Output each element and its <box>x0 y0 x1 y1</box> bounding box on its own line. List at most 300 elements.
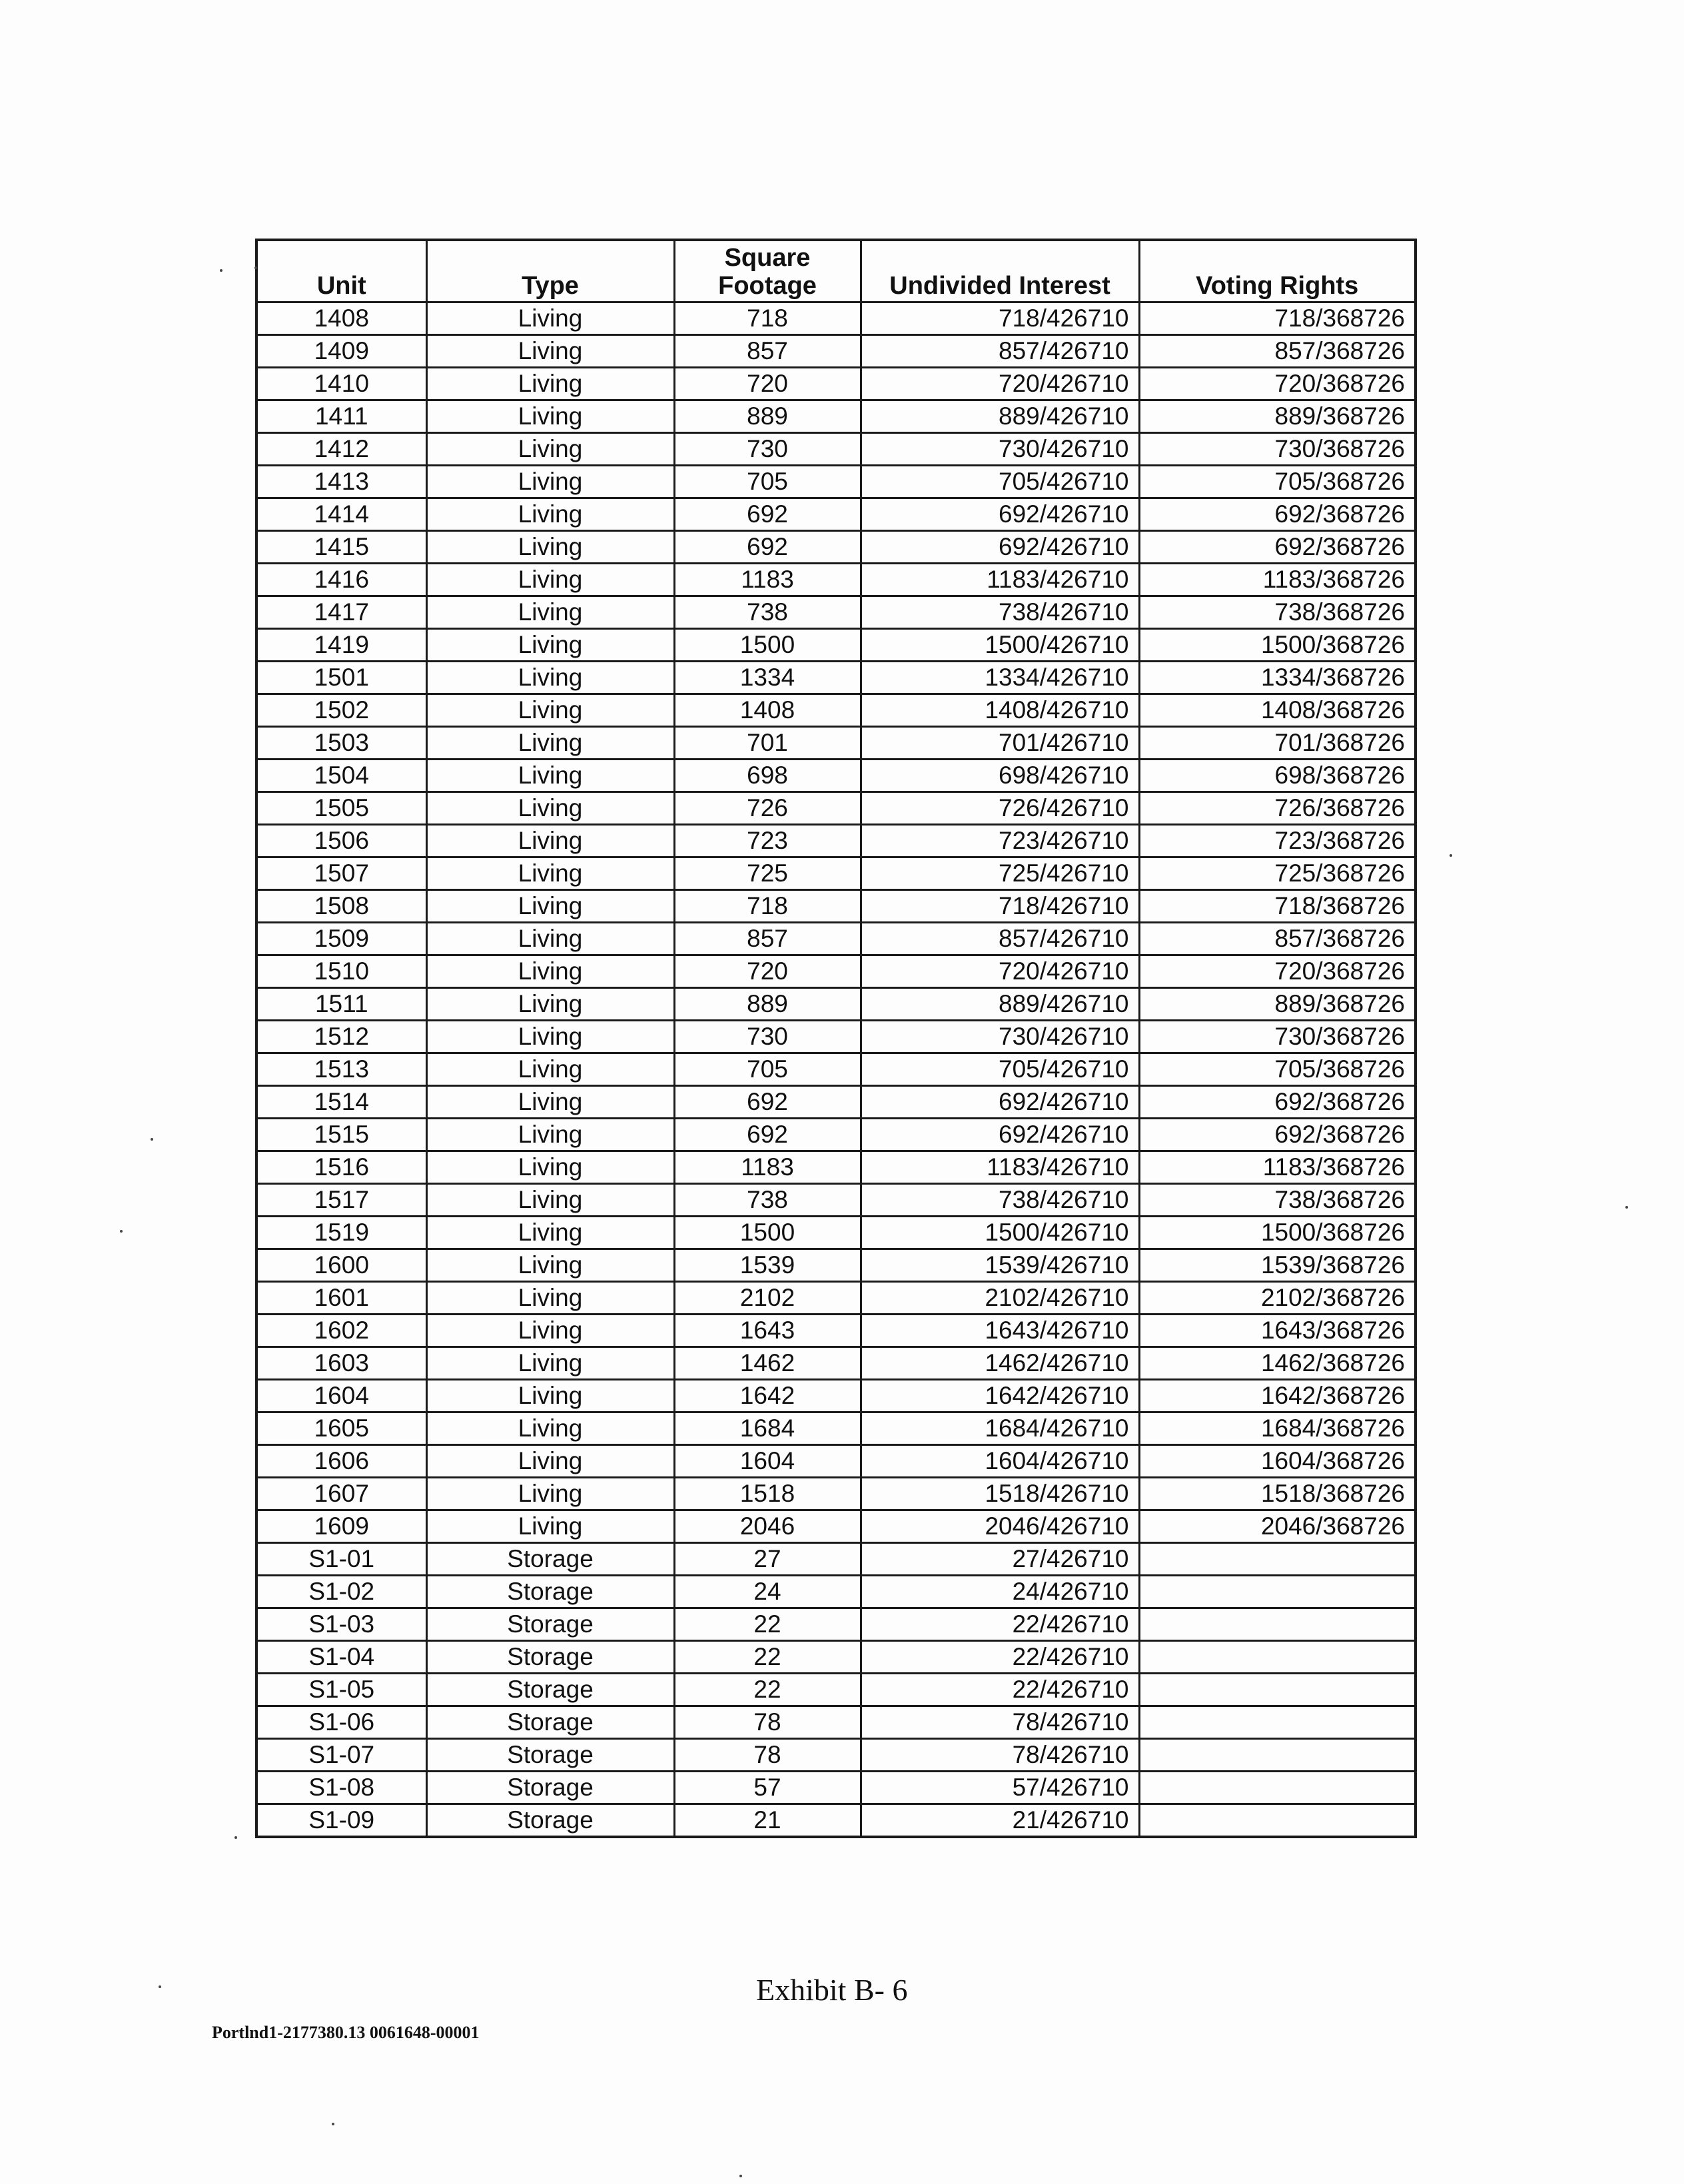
cell-square-footage: 21 <box>674 1804 861 1838</box>
cell-undivided-interest: 22/426710 <box>861 1608 1139 1641</box>
cell-unit: 1517 <box>256 1184 426 1217</box>
cell-voting-rights <box>1139 1576 1416 1608</box>
cell-type: Living <box>426 1053 674 1086</box>
cell-undivided-interest: 738/426710 <box>861 1184 1139 1217</box>
table-row <box>256 1641 1416 1674</box>
table-row <box>256 662 1416 694</box>
cell-unit: S1-07 <box>256 1739 426 1772</box>
cell-undivided-interest: 1462/426710 <box>861 1347 1139 1380</box>
cell-square-footage: 22 <box>674 1674 861 1706</box>
table-row <box>256 1739 1416 1772</box>
cell-voting-rights: 720/368726 <box>1139 368 1416 400</box>
cell-undivided-interest: 1539/426710 <box>861 1249 1139 1282</box>
table-row <box>256 727 1416 760</box>
cell-undivided-interest: 1604/426710 <box>861 1445 1139 1478</box>
cell-voting-rights <box>1139 1641 1416 1674</box>
cell-type: Living <box>426 564 674 596</box>
unit-allocation-table <box>255 239 1417 1838</box>
cell-undivided-interest: 698/426710 <box>861 760 1139 792</box>
cell-square-footage: 857 <box>674 923 861 955</box>
cell-square-footage: 1462 <box>674 1347 861 1380</box>
cell-square-footage: 720 <box>674 955 861 988</box>
cell-square-footage: 22 <box>674 1608 861 1641</box>
cell-undivided-interest: 718/426710 <box>861 890 1139 923</box>
cell-type: Living <box>426 890 674 923</box>
cell-unit: 1414 <box>256 498 426 531</box>
cell-square-footage: 705 <box>674 1053 861 1086</box>
cell-type: Living <box>426 792 674 825</box>
cell-undivided-interest: 730/426710 <box>861 433 1139 466</box>
cell-voting-rights: 1183/368726 <box>1139 1151 1416 1184</box>
table-row <box>256 890 1416 923</box>
header-voting-rights: Voting Rights <box>1139 240 1416 302</box>
cell-type: Living <box>426 1510 674 1543</box>
cell-voting-rights: 730/368726 <box>1139 433 1416 466</box>
cell-voting-rights: 723/368726 <box>1139 825 1416 857</box>
cell-undivided-interest: 705/426710 <box>861 1053 1139 1086</box>
cell-unit: 1409 <box>256 335 426 368</box>
cell-undivided-interest: 857/426710 <box>861 923 1139 955</box>
table-header-row <box>256 240 1416 302</box>
cell-voting-rights: 701/368726 <box>1139 727 1416 760</box>
scan-speck <box>739 2175 742 2177</box>
cell-undivided-interest: 692/426710 <box>861 498 1139 531</box>
cell-voting-rights <box>1139 1739 1416 1772</box>
table-row <box>256 1053 1416 1086</box>
header-square-footage <box>674 240 861 302</box>
table-body <box>256 302 1416 1838</box>
cell-type: Living <box>426 955 674 988</box>
scan-speck <box>254 267 257 269</box>
cell-square-footage: 723 <box>674 825 861 857</box>
table-row <box>256 1576 1416 1608</box>
cell-voting-rights: 1183/368726 <box>1139 564 1416 596</box>
cell-unit: 1606 <box>256 1445 426 1478</box>
cell-voting-rights: 1604/368726 <box>1139 1445 1416 1478</box>
cell-unit: 1605 <box>256 1412 426 1445</box>
cell-undivided-interest: 57/426710 <box>861 1772 1139 1804</box>
table-row <box>256 1086 1416 1119</box>
cell-square-footage: 1500 <box>674 1217 861 1249</box>
cell-undivided-interest: 1500/426710 <box>861 629 1139 662</box>
cell-unit: 1506 <box>256 825 426 857</box>
cell-voting-rights <box>1139 1804 1416 1838</box>
cell-square-footage: 27 <box>674 1543 861 1576</box>
cell-unit: 1413 <box>256 466 426 498</box>
cell-unit: S1-01 <box>256 1543 426 1576</box>
cell-square-footage: 738 <box>674 596 861 629</box>
table-row <box>256 1608 1416 1641</box>
cell-type: Living <box>426 1119 674 1151</box>
cell-type: Living <box>426 596 674 629</box>
cell-undivided-interest: 723/426710 <box>861 825 1139 857</box>
cell-type: Living <box>426 1021 674 1053</box>
cell-square-footage: 1642 <box>674 1380 861 1412</box>
cell-voting-rights: 730/368726 <box>1139 1021 1416 1053</box>
table-row <box>256 1706 1416 1739</box>
table-row <box>256 1445 1416 1478</box>
cell-undivided-interest: 720/426710 <box>861 955 1139 988</box>
cell-voting-rights: 718/368726 <box>1139 890 1416 923</box>
cell-voting-rights: 692/368726 <box>1139 531 1416 564</box>
cell-unit: S1-09 <box>256 1804 426 1838</box>
cell-unit: 1408 <box>256 302 426 335</box>
cell-unit: 1411 <box>256 400 426 433</box>
cell-undivided-interest: 692/426710 <box>861 531 1139 564</box>
cell-voting-rights: 857/368726 <box>1139 923 1416 955</box>
cell-undivided-interest: 1334/426710 <box>861 662 1139 694</box>
cell-unit: 1410 <box>256 368 426 400</box>
cell-undivided-interest: 692/426710 <box>861 1086 1139 1119</box>
cell-type: Storage <box>426 1576 674 1608</box>
cell-type: Storage <box>426 1543 674 1576</box>
scan-speck <box>120 1230 123 1233</box>
cell-type: Living <box>426 400 674 433</box>
cell-voting-rights: 2102/368726 <box>1139 1282 1416 1315</box>
table-row <box>256 1184 1416 1217</box>
cell-unit: 1415 <box>256 531 426 564</box>
cell-square-footage: 692 <box>674 1086 861 1119</box>
cell-undivided-interest: 1684/426710 <box>861 1412 1139 1445</box>
cell-undivided-interest: 22/426710 <box>861 1641 1139 1674</box>
table-row <box>256 302 1416 335</box>
cell-voting-rights: 1643/368726 <box>1139 1315 1416 1347</box>
cell-unit: 1505 <box>256 792 426 825</box>
cell-voting-rights <box>1139 1608 1416 1641</box>
cell-voting-rights: 726/368726 <box>1139 792 1416 825</box>
cell-square-footage: 2046 <box>674 1510 861 1543</box>
cell-square-footage: 730 <box>674 433 861 466</box>
cell-unit: S1-08 <box>256 1772 426 1804</box>
scan-speck <box>1625 1206 1628 1209</box>
table-row <box>256 1804 1416 1838</box>
cell-undivided-interest: 21/426710 <box>861 1804 1139 1838</box>
cell-square-footage: 718 <box>674 302 861 335</box>
scan-speck <box>159 1985 161 1988</box>
cell-type: Living <box>426 335 674 368</box>
cell-type: Living <box>426 498 674 531</box>
cell-type: Storage <box>426 1674 674 1706</box>
cell-square-footage: 730 <box>674 1021 861 1053</box>
table-row <box>256 596 1416 629</box>
cell-square-footage: 726 <box>674 792 861 825</box>
table-row <box>256 955 1416 988</box>
table-row <box>256 825 1416 857</box>
table-row <box>256 433 1416 466</box>
cell-type: Storage <box>426 1641 674 1674</box>
cell-square-footage: 889 <box>674 400 861 433</box>
header-square-footage-label: Square Footage <box>718 244 817 300</box>
table-row <box>256 1543 1416 1576</box>
table-row <box>256 368 1416 400</box>
table-row <box>256 1478 1416 1510</box>
cell-unit: 1600 <box>256 1249 426 1282</box>
cell-voting-rights <box>1139 1706 1416 1739</box>
cell-square-footage: 705 <box>674 466 861 498</box>
cell-unit: 1509 <box>256 923 426 955</box>
cell-type: Living <box>426 1478 674 1510</box>
cell-undivided-interest: 720/426710 <box>861 368 1139 400</box>
cell-type: Living <box>426 1086 674 1119</box>
cell-unit: 1507 <box>256 857 426 890</box>
cell-type: Living <box>426 1249 674 1282</box>
cell-undivided-interest: 1642/426710 <box>861 1380 1139 1412</box>
cell-undivided-interest: 78/426710 <box>861 1739 1139 1772</box>
cell-undivided-interest: 726/426710 <box>861 792 1139 825</box>
cell-type: Storage <box>426 1739 674 1772</box>
table-row <box>256 564 1416 596</box>
cell-voting-rights: 692/368726 <box>1139 1086 1416 1119</box>
cell-square-footage: 720 <box>674 368 861 400</box>
cell-square-footage: 57 <box>674 1772 861 1804</box>
cell-unit: 1504 <box>256 760 426 792</box>
scan-speck <box>332 2123 334 2125</box>
cell-type: Storage <box>426 1804 674 1838</box>
cell-type: Storage <box>426 1706 674 1739</box>
scan-speck <box>151 1138 153 1141</box>
table-row <box>256 1510 1416 1543</box>
cell-type: Storage <box>426 1608 674 1641</box>
cell-voting-rights <box>1139 1772 1416 1804</box>
cell-undivided-interest: 889/426710 <box>861 400 1139 433</box>
cell-type: Living <box>426 1347 674 1380</box>
cell-unit: 1601 <box>256 1282 426 1315</box>
cell-square-footage: 1183 <box>674 564 861 596</box>
cell-unit: 1412 <box>256 433 426 466</box>
cell-undivided-interest: 889/426710 <box>861 988 1139 1021</box>
cell-square-footage: 1539 <box>674 1249 861 1282</box>
cell-unit: 1419 <box>256 629 426 662</box>
cell-voting-rights: 738/368726 <box>1139 596 1416 629</box>
cell-unit: 1511 <box>256 988 426 1021</box>
table-row <box>256 760 1416 792</box>
cell-unit: S1-04 <box>256 1641 426 1674</box>
table-row <box>256 1217 1416 1249</box>
table-row <box>256 1021 1416 1053</box>
cell-unit: S1-05 <box>256 1674 426 1706</box>
cell-undivided-interest: 2102/426710 <box>861 1282 1139 1315</box>
table-row <box>256 1119 1416 1151</box>
cell-type: Living <box>426 1445 674 1478</box>
cell-type: Living <box>426 1315 674 1347</box>
cell-undivided-interest: 701/426710 <box>861 727 1139 760</box>
scan-speck <box>220 269 222 272</box>
cell-type: Living <box>426 694 674 727</box>
table-row <box>256 1412 1416 1445</box>
cell-unit: 1417 <box>256 596 426 629</box>
cell-type: Living <box>426 923 674 955</box>
cell-type: Living <box>426 988 674 1021</box>
cell-type: Living <box>426 1412 674 1445</box>
cell-type: Storage <box>426 1772 674 1804</box>
cell-unit: 1519 <box>256 1217 426 1249</box>
cell-type: Living <box>426 1217 674 1249</box>
cell-type: Living <box>426 662 674 694</box>
header-unit: Unit <box>256 240 426 302</box>
cell-type: Living <box>426 1184 674 1217</box>
scan-speck <box>1450 854 1452 857</box>
cell-voting-rights: 1462/368726 <box>1139 1347 1416 1380</box>
cell-undivided-interest: 738/426710 <box>861 596 1139 629</box>
cell-unit: 1607 <box>256 1478 426 1510</box>
cell-unit: 1609 <box>256 1510 426 1543</box>
cell-square-footage: 78 <box>674 1739 861 1772</box>
cell-undivided-interest: 718/426710 <box>861 302 1139 335</box>
cell-square-footage: 2102 <box>674 1282 861 1315</box>
cell-undivided-interest: 857/426710 <box>861 335 1139 368</box>
scan-speck <box>234 1836 237 1839</box>
cell-voting-rights: 1334/368726 <box>1139 662 1416 694</box>
table-row <box>256 1315 1416 1347</box>
cell-square-footage: 725 <box>674 857 861 890</box>
cell-type: Living <box>426 1151 674 1184</box>
cell-square-footage: 1684 <box>674 1412 861 1445</box>
cell-unit: 1604 <box>256 1380 426 1412</box>
cell-unit: 1603 <box>256 1347 426 1380</box>
table-row <box>256 498 1416 531</box>
document-id: Portlnd1-2177380.13 0061648-00001 <box>212 2023 480 2042</box>
cell-undivided-interest: 27/426710 <box>861 1543 1139 1576</box>
cell-square-footage: 1643 <box>674 1315 861 1347</box>
cell-voting-rights: 692/368726 <box>1139 1119 1416 1151</box>
cell-square-footage: 692 <box>674 531 861 564</box>
table-row <box>256 1347 1416 1380</box>
table-row <box>256 857 1416 890</box>
cell-unit: 1502 <box>256 694 426 727</box>
header-undivided-interest: Undivided Interest <box>861 240 1139 302</box>
cell-voting-rights: 720/368726 <box>1139 955 1416 988</box>
cell-undivided-interest: 692/426710 <box>861 1119 1139 1151</box>
exhibit-label: Exhibit B- 6 <box>756 1973 908 2007</box>
table-row <box>256 988 1416 1021</box>
cell-undivided-interest: 705/426710 <box>861 466 1139 498</box>
cell-square-footage: 1604 <box>674 1445 861 1478</box>
cell-type: Living <box>426 368 674 400</box>
cell-undivided-interest: 730/426710 <box>861 1021 1139 1053</box>
table-row <box>256 1282 1416 1315</box>
table-row <box>256 1151 1416 1184</box>
cell-voting-rights: 1518/368726 <box>1139 1478 1416 1510</box>
cell-square-footage: 701 <box>674 727 861 760</box>
cell-voting-rights: 1500/368726 <box>1139 629 1416 662</box>
cell-unit: 1503 <box>256 727 426 760</box>
cell-undivided-interest: 1183/426710 <box>861 564 1139 596</box>
cell-unit: 1513 <box>256 1053 426 1086</box>
cell-type: Living <box>426 825 674 857</box>
cell-unit: 1514 <box>256 1086 426 1119</box>
cell-unit: 1508 <box>256 890 426 923</box>
cell-voting-rights: 705/368726 <box>1139 1053 1416 1086</box>
cell-type: Living <box>426 629 674 662</box>
cell-undivided-interest: 78/426710 <box>861 1706 1139 1739</box>
table-row <box>256 694 1416 727</box>
cell-voting-rights: 705/368726 <box>1139 466 1416 498</box>
cell-voting-rights: 738/368726 <box>1139 1184 1416 1217</box>
cell-square-footage: 738 <box>674 1184 861 1217</box>
table-row <box>256 1772 1416 1804</box>
cell-square-footage: 78 <box>674 1706 861 1739</box>
cell-square-footage: 1408 <box>674 694 861 727</box>
cell-voting-rights: 857/368726 <box>1139 335 1416 368</box>
cell-voting-rights <box>1139 1543 1416 1576</box>
cell-square-footage: 1518 <box>674 1478 861 1510</box>
table-row <box>256 335 1416 368</box>
cell-voting-rights: 1500/368726 <box>1139 1217 1416 1249</box>
cell-undivided-interest: 1500/426710 <box>861 1217 1139 1249</box>
cell-type: Living <box>426 1380 674 1412</box>
cell-type: Living <box>426 727 674 760</box>
table-row <box>256 1249 1416 1282</box>
cell-type: Living <box>426 531 674 564</box>
table-row <box>256 1674 1416 1706</box>
cell-square-footage: 1500 <box>674 629 861 662</box>
cell-unit: 1416 <box>256 564 426 596</box>
cell-unit: 1602 <box>256 1315 426 1347</box>
cell-square-footage: 22 <box>674 1641 861 1674</box>
cell-unit: 1501 <box>256 662 426 694</box>
cell-unit: S1-03 <box>256 1608 426 1641</box>
cell-voting-rights: 692/368726 <box>1139 498 1416 531</box>
cell-undivided-interest: 24/426710 <box>861 1576 1139 1608</box>
cell-voting-rights: 725/368726 <box>1139 857 1416 890</box>
cell-voting-rights: 889/368726 <box>1139 400 1416 433</box>
table-row <box>256 1380 1416 1412</box>
cell-unit: S1-02 <box>256 1576 426 1608</box>
cell-square-footage: 698 <box>674 760 861 792</box>
cell-unit: S1-06 <box>256 1706 426 1739</box>
cell-undivided-interest: 725/426710 <box>861 857 1139 890</box>
cell-unit: 1510 <box>256 955 426 988</box>
cell-square-footage: 692 <box>674 1119 861 1151</box>
cell-voting-rights: 1684/368726 <box>1139 1412 1416 1445</box>
cell-square-footage: 718 <box>674 890 861 923</box>
cell-undivided-interest: 22/426710 <box>861 1674 1139 1706</box>
table-row <box>256 531 1416 564</box>
cell-square-footage: 692 <box>674 498 861 531</box>
cell-undivided-interest: 1408/426710 <box>861 694 1139 727</box>
cell-type: Living <box>426 433 674 466</box>
cell-voting-rights: 889/368726 <box>1139 988 1416 1021</box>
table-row <box>256 923 1416 955</box>
table-row <box>256 466 1416 498</box>
cell-square-footage: 889 <box>674 988 861 1021</box>
cell-undivided-interest: 1518/426710 <box>861 1478 1139 1510</box>
cell-unit: 1515 <box>256 1119 426 1151</box>
cell-type: Living <box>426 857 674 890</box>
cell-voting-rights <box>1139 1674 1416 1706</box>
cell-type: Living <box>426 760 674 792</box>
cell-voting-rights: 1539/368726 <box>1139 1249 1416 1282</box>
cell-voting-rights: 2046/368726 <box>1139 1510 1416 1543</box>
header-type: Type <box>426 240 674 302</box>
cell-undivided-interest: 1183/426710 <box>861 1151 1139 1184</box>
cell-voting-rights: 1408/368726 <box>1139 694 1416 727</box>
cell-voting-rights: 1642/368726 <box>1139 1380 1416 1412</box>
cell-undivided-interest: 1643/426710 <box>861 1315 1139 1347</box>
cell-square-footage: 857 <box>674 335 861 368</box>
cell-voting-rights: 698/368726 <box>1139 760 1416 792</box>
table-row <box>256 629 1416 662</box>
cell-square-footage: 24 <box>674 1576 861 1608</box>
cell-unit: 1512 <box>256 1021 426 1053</box>
cell-undivided-interest: 2046/426710 <box>861 1510 1139 1543</box>
cell-type: Living <box>426 302 674 335</box>
cell-square-footage: 1183 <box>674 1151 861 1184</box>
cell-square-footage: 1334 <box>674 662 861 694</box>
cell-unit: 1516 <box>256 1151 426 1184</box>
table-row <box>256 792 1416 825</box>
cell-type: Living <box>426 466 674 498</box>
